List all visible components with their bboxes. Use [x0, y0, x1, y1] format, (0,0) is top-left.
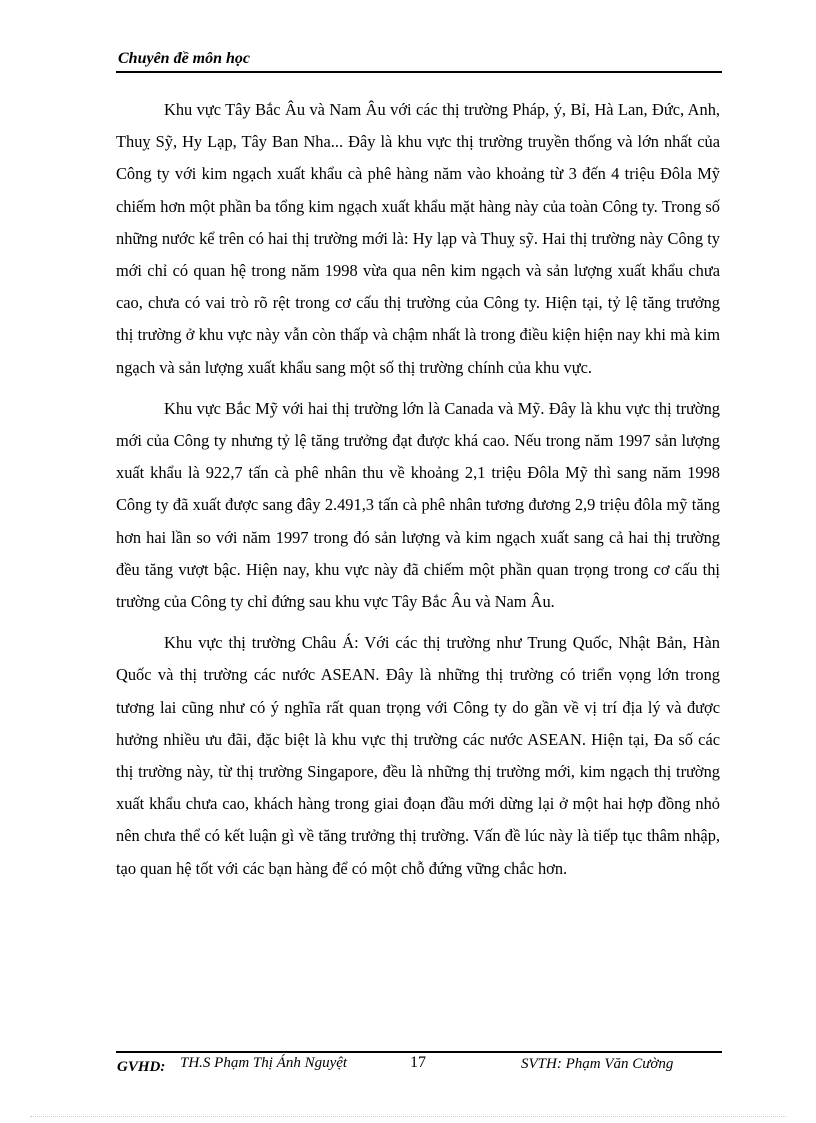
footer-advisor-name: TH.S Phạm Thị Ánh Nguyệt — [180, 1055, 348, 1071]
footer-advisor-label: GVHD: — [117, 1059, 166, 1075]
header-divider — [116, 71, 722, 73]
page-edge-divider — [30, 1116, 786, 1117]
footer-student: SVTH: Phạm Văn Cường — [521, 1056, 674, 1072]
footer-divider — [116, 1051, 722, 1053]
paragraph-north-america: Khu vực Bắc Mỹ với hai thị trường lớn là Canada và Mỹ. Đây là khu vực thị trường mới của Công ty nhưng tỷ lệ tăng trưởng đạt được khá cao. Nếu trong năm 1997 sản lượng xuất khẩu là 922,7 tấn cà phê nhân thu về khoảng 2,1 triệu Đôla Mỹ thì sang năm 1998 Công ty đã xuất được sang đây 2.491,3 tấn cà phê nhân tương đương 2,9 triệu đôla mỹ tăng hơn hai lần so với năm 1997 trong đó sản lượng và kim ngạch xuất sang cả hai thị trường đều tăng vượt bậc. Hiện nay, khu vực này đã chiếm một phần quan trọng trong cơ cấu thị trường của Công ty chỉ đứng sau khu vực Tây Bắc Âu và Nam Âu. — [116, 398, 720, 612]
paragraph-europe: Khu vực Tây Bắc Âu và Nam Âu với các thị trường Pháp, ý, Bỉ, Hà Lan, Đức, Anh, Thuỵ Sỹ, Hy Lạp, Tây Ban Nha... Đây là khu vực thị trường truyền thống và lớn nhất của Công ty với kim ngạch xuất khẩu cà phê hàng năm vào khoảng từ 3 đến 4 triệu Đôla Mỹ chiếm hơn một phần ba tổng kim ngạch xuất khẩu mặt hàng này của toàn Công ty. Trong số những nước kể trên có hai thị trường mới là: Hy lạp và Thuỵ sỹ. Hai thị trường này Công ty mới chỉ có quan hệ trong năm 1998 vừa qua nên kim ngạch và sản lượng xuất khẩu chưa cao, chưa có vai trò rõ rệt trong cơ cấu thị trường của Công ty. Hiện tại, tỷ lệ tăng trưởng thị trường ở khu vực này vẫn còn thấp và chậm nhất là trong điều kiện hiện nay khi mà kim ngạch và sản lượng xuất khẩu sang một số thị trường chính của khu vực. — [116, 100, 720, 377]
paragraph-asia: Khu vực thị trường Châu Á: Với các thị trường như Trung Quốc, Nhật Bản, Hàn Quốc và thị trường các nước ASEAN. Đây là những thị trường có triển vọng lớn trong tương lai cũng như có ý nghĩa rất quan trọng với Công ty do gần về vị trí địa lý và được hưởng nhiều ưu đãi, đặc biệt là khu vực thị trường các nước ASEAN. Hiện tại, Đa số các thị trường này, từ thị trường Singapore, đều là những thị trường mới, kim ngạch thị trường xuất khẩu chưa cao, khách hàng trong giai đoạn đầu mới dừng lại ở một hai hợp đồng nhỏ nên chưa thể có kết luận gì về tăng trưởng thị trường. Vấn đề lúc này là tiếp tục thâm nhập, tạo quan hệ tốt với các bạn hàng để có một chỗ đứng vững chắc hơn. — [116, 633, 720, 878]
page-header-title: Chuyên đề môn học — [118, 50, 251, 67]
document-body — [116, 94, 720, 894]
page-number: 17 — [410, 1054, 426, 1071]
